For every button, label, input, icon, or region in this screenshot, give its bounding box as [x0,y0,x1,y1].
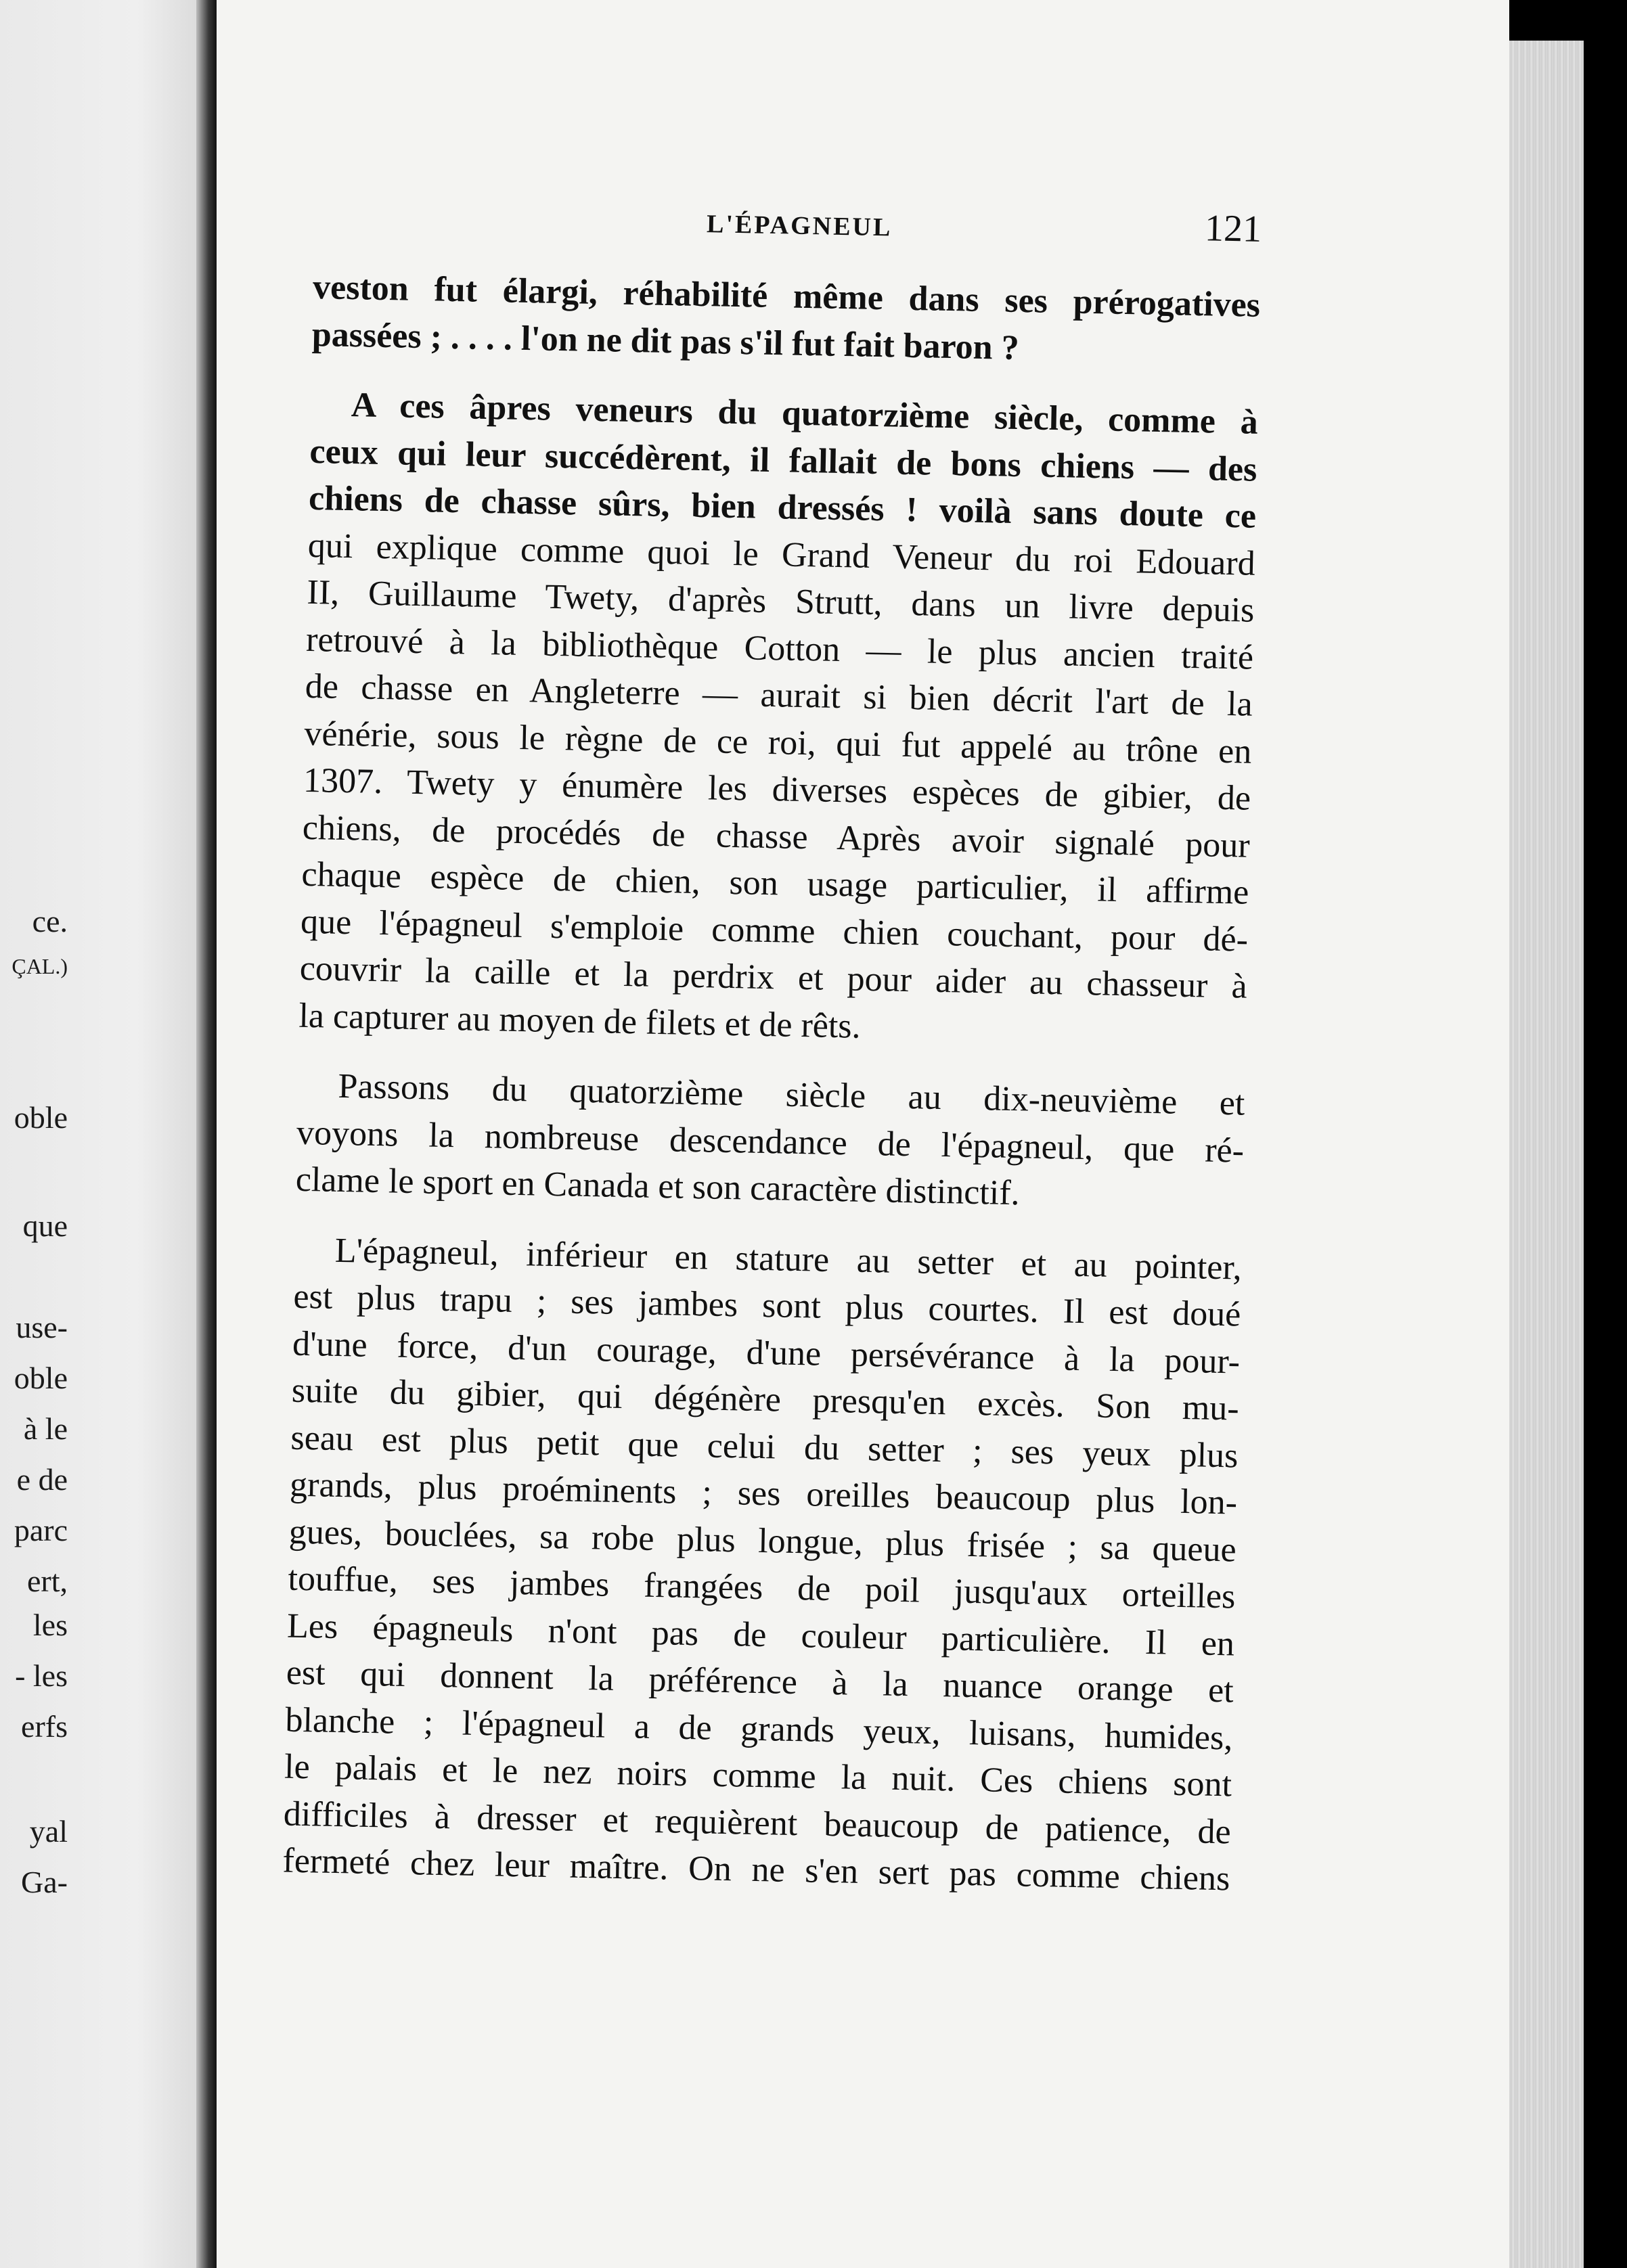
text-line: Les épagneuls n'ont pas de couleur particulière. Il en [286,1606,1235,1663]
page-number: 121 [1204,207,1262,250]
left-margin-fragment: parc [14,1513,68,1547]
text-line: la capturer au moyen de filets et de rêts. [298,996,862,1046]
text-line: touffue, ses jambes frangées de poil jusqu'aux orteilles [288,1559,1236,1616]
text-line: L'épagneul, inférieur en stature au setter et au pointer, [334,1231,1243,1288]
left-margin-fragment: que [22,1208,68,1243]
paragraph [309,381,1259,540]
text-line: couvrir la caille et la perdrix et pour aider au chasseur à [299,949,1248,1006]
text-line: passées ; . . . . l'on ne dit pas s'il fut fait baron ? [311,315,1020,367]
scan-border [1584,0,1627,2268]
text-line: voyons la nombreuse descendance de l'épagneul, que ré- [296,1113,1245,1171]
left-margin-fragment: ce. [32,904,68,938]
text-line: veston fut élargi, réhabilité même dans ses prérogatives [312,267,1261,325]
left-margin-fragment: ÇAL.) [12,954,68,978]
text-line: chiens, de procédés de chasse Après avoir signalé pour [302,808,1251,865]
paragraph [282,1226,1242,1903]
paragraph [298,522,1255,1057]
text-line: fermeté chez leur maître. On ne s'en sert pas comme chiens [282,1841,1230,1899]
left-margin-fragment: use- [16,1310,68,1344]
text-line: Passons du quatorzième siècle au dix-neuvième et [338,1066,1245,1123]
text-line: clame le sport en Canada et son caractère distinctif. [295,1160,1021,1213]
left-margin-fragment: à le [23,1411,68,1446]
left-margin-fragment: Ga- [21,1865,68,1899]
text-line: blanche ; l'épagneul a de grands yeux, luisans, humides, [285,1700,1233,1757]
text-line: chiens de chasse sûrs, bien dressés ! voilà sans doute ce [308,478,1257,536]
left-margin-fragment: e de [16,1462,68,1497]
left-margin-fragment: yal [29,1814,68,1849]
left-margin-fragment: oble [14,1100,68,1135]
text-line: difficiles à dresser et requièrent beaucoup de patience, de [283,1794,1232,1851]
text-line: vénérie, sous le règne de ce roi, qui fut appelé au trône en [304,714,1252,771]
page-edges [1509,41,1584,2268]
text-line: que l'épagneul s'emploie comme chien couchant, pour dé- [300,902,1249,959]
left-margin-fragment: - les [15,1658,68,1693]
text-line: A ces âpres veneurs du quatorzième siècle, comme à [351,386,1259,442]
text-line: II, Guillaume Twety, d'après Strutt, dans un livre depuis [307,572,1255,630]
text-line: est plus trapu ; ses jambes sont plus courtes. Il est doué [293,1277,1241,1334]
text-line: le palais et le nez noirs comme la nuit. Ces chiens sont [284,1747,1232,1805]
text-line: grands, plus proéminents ; ses oreilles beaucoup plus lon- [289,1465,1238,1522]
paragraph [311,264,1260,376]
text-line: 1307. Twety y énumère les diverses espèces de gibier, de [303,761,1251,818]
text-line: qui explique comme quoi le Grand Veneur du roi Edouard [307,526,1256,583]
paragraph [295,1062,1245,1221]
text-line: est qui donnent la préférence à la nuance orange et [286,1653,1234,1710]
text-line: suite du gibier, qui dégénère presqu'en excès. Son mu- [291,1371,1240,1428]
left-facing-page [0,0,196,2268]
text-line: d'une force, d'un courage, d'une persévérance à la pour- [292,1324,1241,1382]
running-title: L'ÉPAGNEUL [706,210,893,242]
text-line: ceux qui leur succédèrent, il fallait de bons chiens — des [309,432,1257,489]
left-margin-fragment: erfs [21,1709,68,1744]
text-line: gues, bouclées, sa robe plus longue, plus frisée ; sa queue [288,1512,1237,1570]
text-line: de chasse en Angleterre — aurait si bien décrit l'art de la [305,666,1253,724]
text-line: seau est plus petit que celui du setter ; ses yeux plus [290,1418,1239,1476]
left-margin-fragment: les [32,1608,68,1642]
left-margin-fragment: ert, [26,1564,68,1598]
text-line: retrouvé à la bibliothèque Cotton — le plus ancien traité [305,620,1254,677]
left-margin-fragment: oble [14,1361,68,1395]
page-text-block [282,189,1262,1903]
text-line: chaque espèce de chien, son usage particulier, il affirme [301,855,1249,912]
book-gutter [196,0,217,2268]
